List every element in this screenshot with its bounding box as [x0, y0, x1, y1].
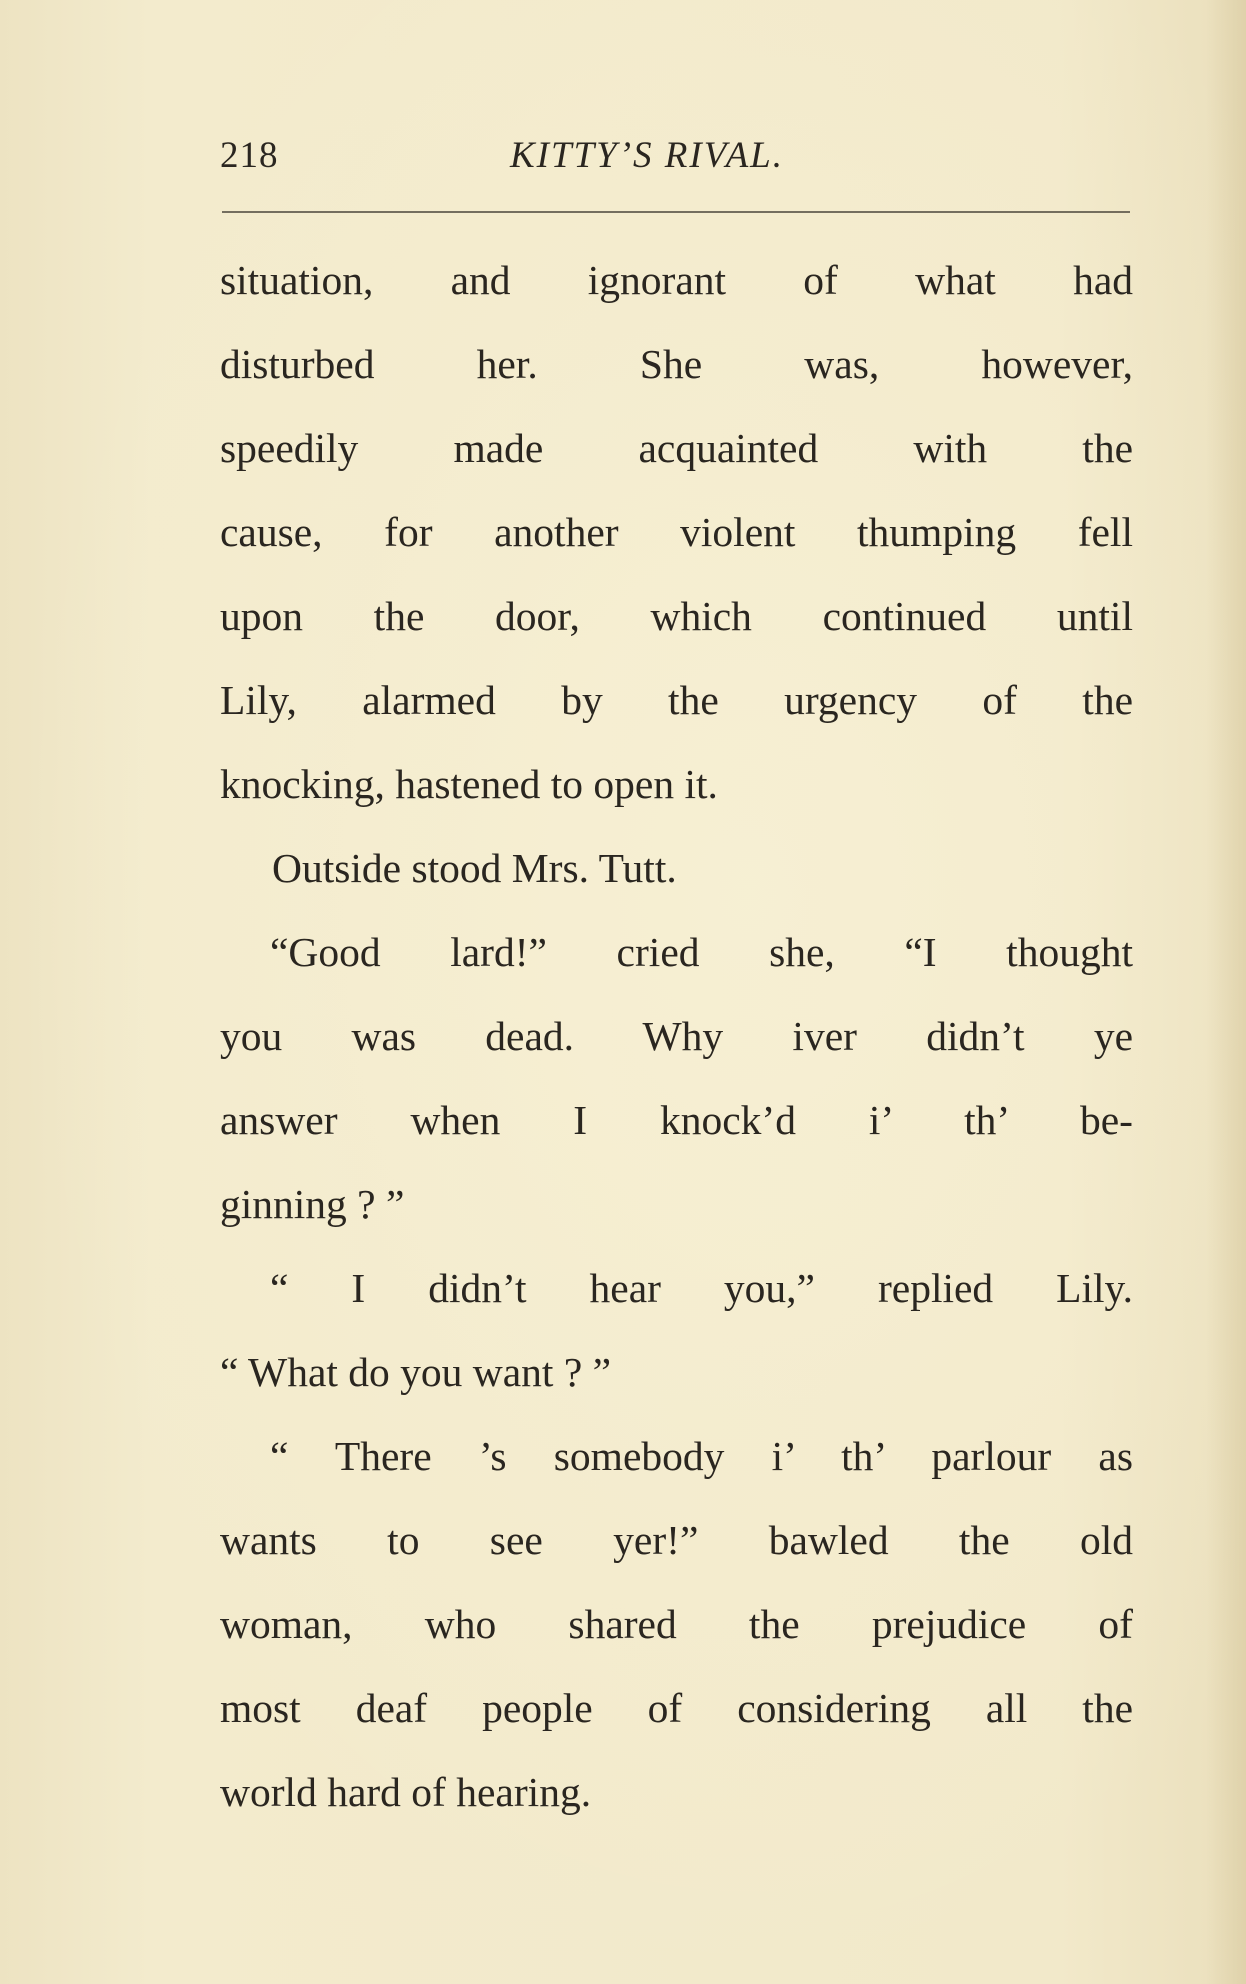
- text-line: you was dead. Why iver didn’t ye: [220, 1013, 1133, 1059]
- text-line: “ What do you want ? ”: [220, 1349, 612, 1395]
- text-line: wants to see yer!” bawled the old: [220, 1517, 1133, 1563]
- page-header: [220, 134, 1130, 184]
- paragraph-first-line: “Good lard!” cried she, “I thought: [270, 929, 1133, 975]
- paragraph-first-line: “ There ’s somebody i’ th’ parlour as: [270, 1433, 1133, 1479]
- text-line: cause, for another violent thumping fell: [220, 509, 1133, 555]
- page-edge-shadow: [1206, 0, 1246, 1984]
- text-line: speedily made acquainted with the: [220, 425, 1133, 471]
- text-line: disturbed her. She was, however,: [220, 341, 1133, 387]
- text-line: answer when I knock’d i’ th’ be-: [220, 1097, 1133, 1143]
- page-number: 218: [220, 135, 279, 176]
- text-line: Lily, alarmed by the urgency of the: [220, 677, 1133, 723]
- paragraph-first-line: Outside stood Mrs. Tutt.: [272, 845, 677, 891]
- text-line: upon the door, which continued until: [220, 593, 1133, 639]
- text-line: situation, and ignorant of what had: [220, 257, 1133, 303]
- text-line: ginning ? ”: [220, 1181, 405, 1227]
- text-line: world hard of hearing.: [220, 1769, 592, 1815]
- header-rule: [222, 211, 1130, 213]
- running-title: KITTY’S RIVAL.: [510, 135, 785, 176]
- text-line: woman, who shared the prejudice of: [220, 1601, 1133, 1647]
- text-line: knocking, hastened to open it.: [220, 761, 718, 807]
- paragraph-first-line: “ I didn’t hear you,” replied Lily.: [270, 1265, 1133, 1311]
- text-line: most deaf people of considering all the: [220, 1685, 1133, 1731]
